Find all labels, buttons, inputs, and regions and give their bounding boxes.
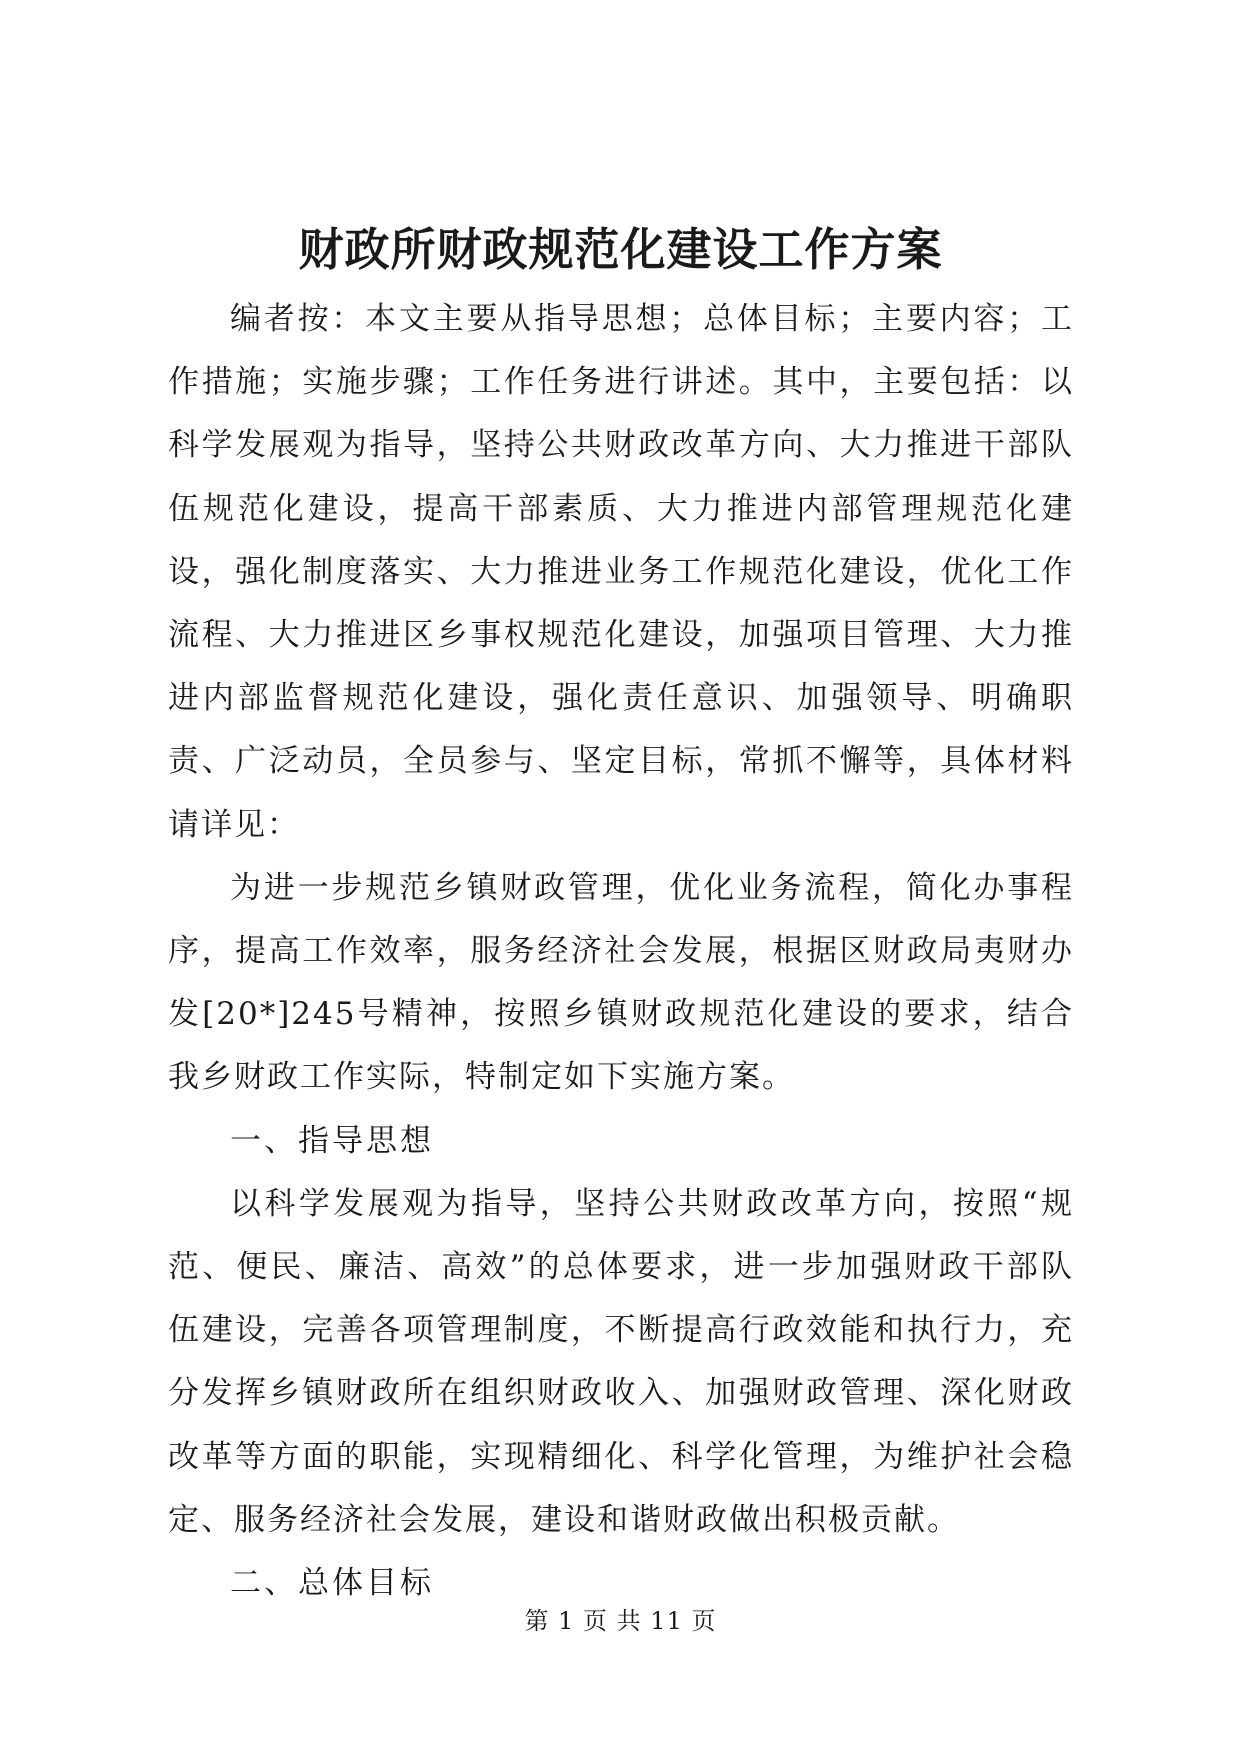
document-title: 财政所财政规范化建设工作方案 (298, 223, 943, 276)
editor-note-paragraph: 编者按：本文主要从指导思想；总体目标；主要内容；工作措施；实施步骤；工作任务进行讲述。其中，主要包括：以科学发展观为指导，坚持公共财政改革方向、大力推进干部队伍规范化建设，提高干部素质、大力推进内部管理规范化建设，强化制度落实、大力推进业务工作规范化建设，优化工作流程、大力推进区乡事权规范化建设，加强项目管理、大力推进内部监督规范化建设，强化责任意识、加强领导、明确职责、广泛动员，全员参与、坚定目标，常抓不懈等，具体材料请详见： (168, 301, 1074, 843)
section-heading-guiding-ideology: 一、指导思想 (230, 1122, 434, 1159)
guiding-ideology-paragraph: 以科学发展观为指导，坚持公共财政改革方向，按照“规范、便民、廉洁、高效”的总体要求，进一步加强财政干部队伍建设，完善各项管理制度，不断提高行政效能和执行力，充分发挥乡镇财政所在组织财政收入、加强财政管理、深化财政改革等方面的职能，实现精细化、科学化管理，为维护社会稳定、服务经济社会发展，建设和谐财政做出积极贡献。 (168, 1185, 1074, 1538)
intro-paragraph: 为进一步规范乡镇财政管理，优化业务流程，简化办事程序，提高工作效率，服务经济社会发展，根据区财政局夷财办发[20*]245号精神，按照乡镇财政规范化建设的要求，结合我乡财政工作实际，特制定如下实施方案。 (168, 869, 1074, 1096)
section-heading-overall-goal: 二、总体目标 (230, 1565, 434, 1602)
page-number-footer: 第 1 页 共 11 页 (524, 1607, 717, 1635)
document-body (168, 288, 1074, 1615)
